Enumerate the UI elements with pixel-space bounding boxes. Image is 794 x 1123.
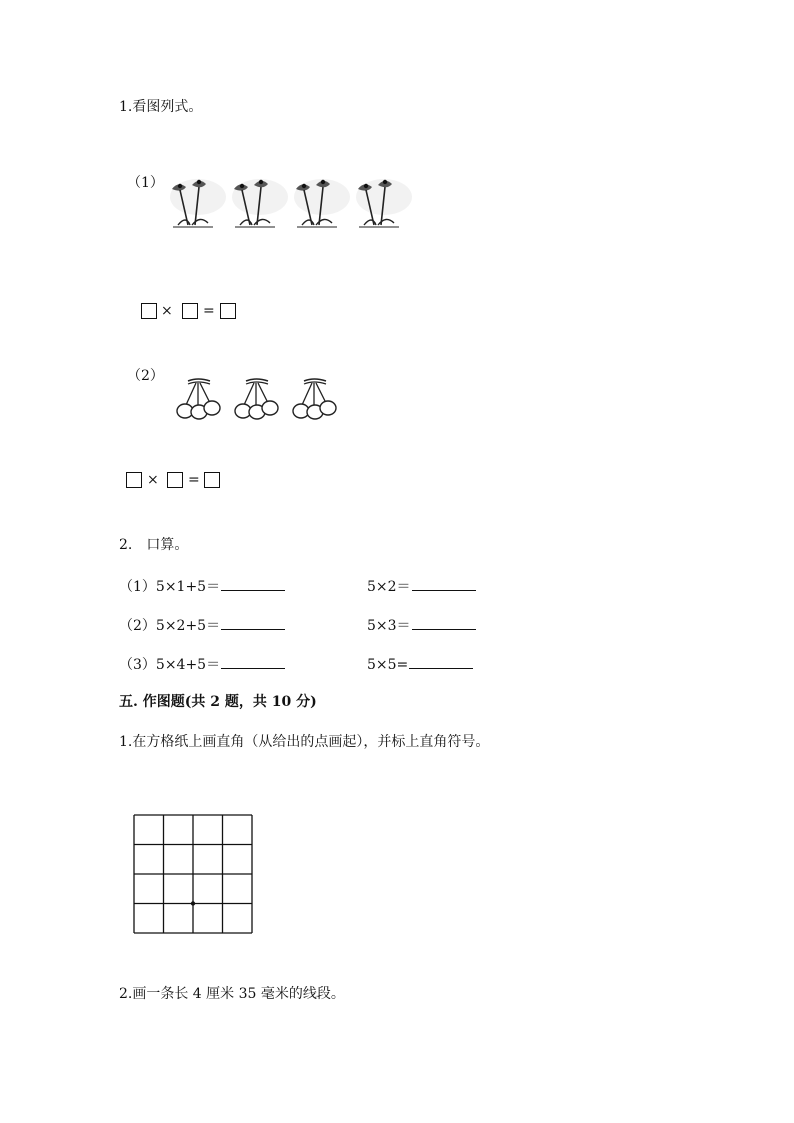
answer-box[interactable] <box>126 472 142 488</box>
flower-icon <box>356 179 412 227</box>
calc-row-1-right <box>367 576 476 596</box>
calc-expression: 5×2＝ <box>367 579 411 595</box>
answer-blank[interactable] <box>221 654 285 669</box>
answer-blank[interactable] <box>412 615 476 630</box>
calc-expression: 5×5= <box>367 657 409 673</box>
cherry-icon <box>235 379 278 419</box>
calc-row-3-right <box>367 654 473 674</box>
calc-row-3-left <box>119 654 285 674</box>
calc-row-2-right <box>367 615 476 635</box>
cherry-icon <box>177 379 220 419</box>
flower-icon <box>170 179 226 227</box>
flowers-illustration <box>160 175 410 235</box>
calc-row-2-left <box>119 615 285 635</box>
calc-row-1-left <box>119 576 285 596</box>
section-heading: 五. 作图题(共 2 题，共 10 分) <box>119 694 317 710</box>
q1-part1-label: （1） <box>127 175 164 191</box>
answer-blank[interactable] <box>221 576 285 591</box>
answer-box[interactable] <box>167 472 183 488</box>
s5-q2-text: 2.画一条长 4 厘米 35 毫米的线段。 <box>119 986 345 1002</box>
times-sign: × <box>161 303 173 319</box>
flower-icon <box>232 179 288 227</box>
grid-paper <box>134 815 254 935</box>
q1-title: 1.看图列式。 <box>119 99 203 115</box>
calc-expression: （1）5×1+5＝ <box>119 579 221 595</box>
answer-blank[interactable] <box>409 654 473 669</box>
cherry-icon <box>293 379 336 419</box>
answer-box[interactable] <box>141 303 157 319</box>
flower-icon <box>294 179 350 227</box>
q1-part2-label: （2） <box>127 368 164 384</box>
calc-expression: 5×3＝ <box>367 618 411 634</box>
answer-blank[interactable] <box>221 615 285 630</box>
start-point <box>191 901 195 905</box>
calc-expression: （2）5×2+5＝ <box>119 618 221 634</box>
s5-q1-text: 1.在方格纸上画直角（从给出的点画起），并标上直角符号。 <box>119 734 490 750</box>
times-sign: × <box>147 472 159 488</box>
cherries-illustration <box>170 375 350 425</box>
equals-sign: = <box>203 303 215 319</box>
equals-sign: = <box>188 472 200 488</box>
answer-box[interactable] <box>204 472 220 488</box>
calc-expression: （3）5×4+5＝ <box>119 657 221 673</box>
answer-blank[interactable] <box>412 576 476 591</box>
q2-title: 2. 口算。 <box>119 537 189 553</box>
answer-box[interactable] <box>220 303 236 319</box>
answer-box[interactable] <box>182 303 198 319</box>
